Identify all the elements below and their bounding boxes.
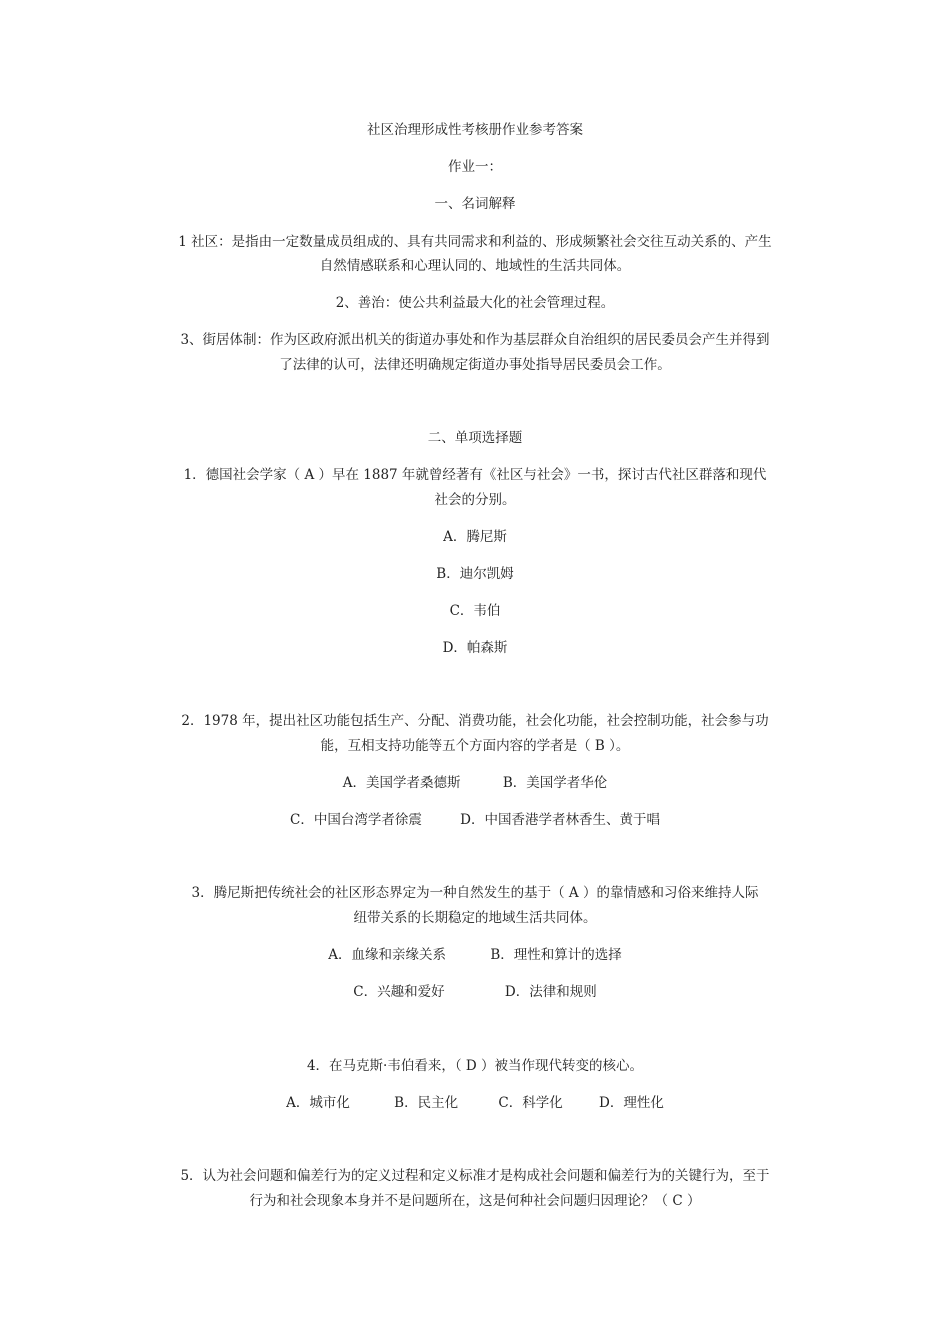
question-4-options (0, 1094, 950, 1112)
question-1-line2: 社会的分别。 (434, 492, 516, 508)
question-5-line1: 5．认为社会问题和偏差行为的定义过程和定义标准才是构成社会问题和偏差行为的关键行为，至于 (180, 1168, 770, 1184)
question-4-option-b: B．民主化 (394, 1095, 459, 1111)
question-3-option-a: A．血缘和亲缘关系 (328, 947, 447, 963)
question-1-option-c: C．韦伯 (449, 603, 501, 619)
term-street-system-line1: 3、街居体制：作为区政府派出机关的街道办事处和作为基层群众自治组织的居民委员会产生并得到 (180, 332, 770, 348)
question-4-option-a: A．城市化 (286, 1095, 350, 1111)
question-3-line2: 纽带关系的长期稳定的地域生活共同体。 (353, 910, 597, 926)
question-4-option-c: C．科学化 (498, 1095, 563, 1111)
question-1-option-a: A．腾尼斯 (443, 529, 507, 545)
question-1-line1: 1．德国社会学家（ A ）早在 1887 年就曾经著有《社区与社会》一书，探讨古代社区群落和现代 (183, 467, 767, 483)
question-3-options-row2 (0, 983, 950, 1001)
question-4-option-d: D．理性化 (599, 1095, 664, 1111)
question-2-option-b: B．美国学者华伦 (502, 775, 608, 791)
question-1-option-b: B．迪尔凯姆 (436, 566, 514, 582)
section-heading-single-choice: 二、单项选择题 (427, 430, 523, 446)
question-3-option-b: B．理性和算计的选择 (490, 947, 622, 963)
question-2-options-row1 (0, 774, 950, 792)
question-2-options-row2 (0, 811, 950, 829)
term-street-system-line2: 了法律的认可，法律还明确规定街道办事处指导居民委员会工作。 (279, 357, 671, 373)
question-2-option-c: C．中国台湾学者徐震 (290, 812, 422, 828)
question-2-option-a: A．美国学者桑德斯 (342, 775, 461, 791)
term-community-line2: 自然情感联系和心理认同的、地域性的生活共同体。 (319, 258, 631, 274)
term-community-line1: 1 社区：是指由一定数量成员组成的、具有共同需求和利益的、形成频繁社会交往互动关系的、产生 (178, 234, 772, 250)
term-good-governance: 2、善治：使公共利益最大化的社会管理过程。 (335, 295, 615, 311)
question-3-option-c: C．兴趣和爱好 (353, 984, 445, 1000)
question-3-option-d: D．法律和规则 (504, 984, 597, 1000)
question-2-line1: 2．1978 年，提出社区功能包括生产、分配、消费功能，社会化功能，社会控制功能，社会参与功 (181, 713, 769, 729)
question-5-line2: 行为和社会现象本身并不是问题所在，这是何种社会问题归因理论？（ C ） (249, 1193, 701, 1209)
question-4-line1: 4．在马克斯·韦伯看来，（ D ）被当作现代转变的核心。 (306, 1058, 644, 1074)
question-3-options-row1 (0, 946, 950, 964)
assignment-heading: 作业一： (448, 159, 502, 175)
question-2-option-d: D．中国香港学者林香生、黄于唱 (460, 812, 660, 828)
document-title: 社区治理形成性考核册作业参考答案 (367, 122, 583, 138)
section-heading-definitions: 一、名词解释 (434, 196, 516, 212)
question-3-line1: 3．腾尼斯把传统社会的社区形态界定为一种自然发生的基于（ A ）的靠情感和习俗来维持人际 (191, 885, 759, 901)
question-1-option-d: D．帕森斯 (442, 640, 508, 656)
question-2-line2: 能，互相支持功能等五个方面内容的学者是（ B ）。 (320, 738, 630, 754)
